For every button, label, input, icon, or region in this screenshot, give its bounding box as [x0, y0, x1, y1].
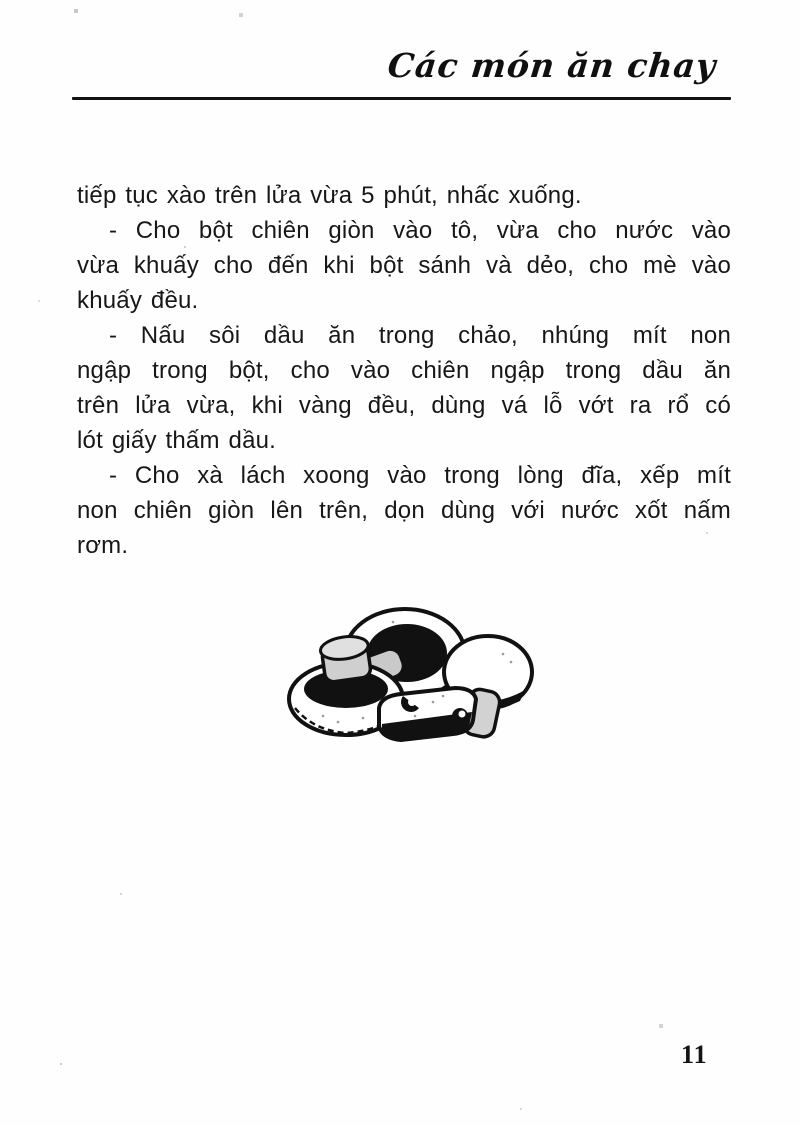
page-number: 11 [681, 1040, 708, 1069]
text-line: rơm. [77, 532, 129, 559]
text-line: khuấy đều. [77, 287, 199, 314]
text-line: vừa khuấy cho đến khi bột sánh và dẻo, cho mè vào [77, 252, 731, 279]
body-text [77, 178, 731, 563]
text-line: - Cho bột chiên giòn vào tô, vừa cho nước vào [109, 217, 731, 244]
text-line: tiếp tục xào trên lửa vừa 5 phút, nhấc xuống. [77, 182, 582, 209]
text-line: - Cho xà lách xoong vào trong lòng đĩa, xếp mít [109, 462, 731, 489]
header-rule [72, 97, 731, 100]
text-line: ngập trong bột, cho vào chiên ngập trong dầu ăn [77, 357, 731, 384]
mushrooms-illustration [283, 598, 547, 756]
scan-noise-specks [0, 0, 2, 2]
text-line: trên lửa vừa, khi vàng đều, dùng vá lỗ vớt ra rổ có [77, 392, 731, 419]
text-line: lót giấy thấm dầu. [77, 427, 277, 454]
text-line: non chiên giòn lên trên, dọn dùng với nước xốt nấm [77, 497, 731, 524]
running-header: Các món ăn chay [385, 46, 719, 85]
text-line: - Nấu sôi dầu ăn trong chảo, nhúng mít non [109, 322, 731, 349]
